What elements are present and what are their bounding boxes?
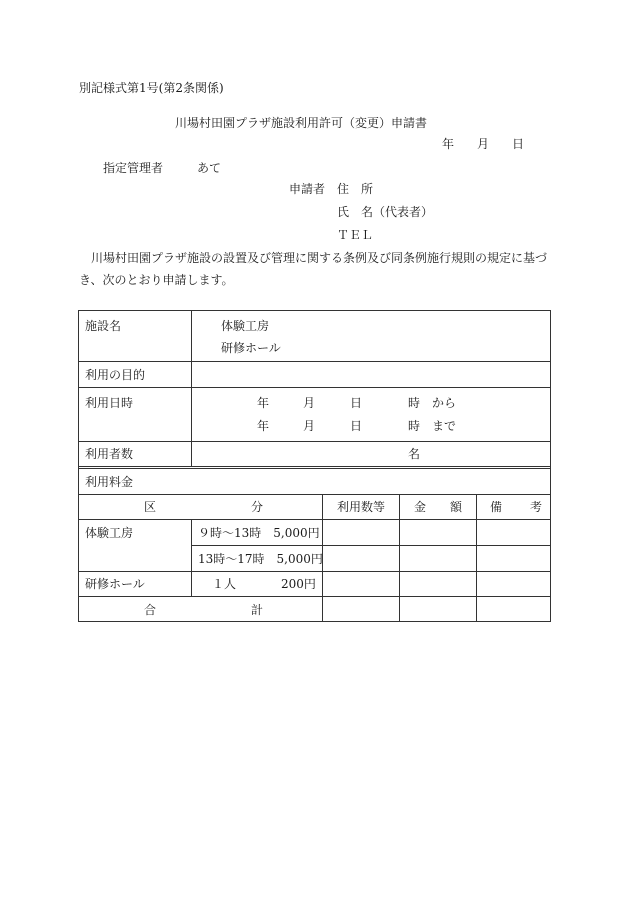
address-label: 住 所 [337,182,374,196]
facility-option-workshop[interactable]: 体験工房 [221,319,270,333]
fee-header-category-a: 区 [144,500,157,514]
fee-header-remarks-a: 備 [490,500,503,514]
fee-header-amount-a: 金 [414,500,427,514]
purpose-label: 利用の目的 [85,368,146,382]
fee-row-hall-price: 200円 [281,577,316,591]
application-form-table [78,310,551,622]
users-unit: 名 [408,447,421,461]
to-month: 月 [303,419,316,433]
to-year: 年 [257,419,270,433]
to-suffix: まで [432,419,457,433]
from-suffix: から [432,396,457,410]
name-label: 氏 名（代表者） [337,205,434,219]
addressee-suffix: あて [197,161,222,175]
applicant-label: 申請者 [289,182,326,196]
fee-header-count: 利用数等 [337,500,386,514]
facility-option-hall[interactable]: 研修ホール [221,341,281,355]
fee-row-workshop-morning: ９時～13時 5,000円 [198,526,320,540]
from-hour: 時 [408,396,421,410]
fee-label: 利用料金 [85,475,134,489]
fee-header-remarks-b: 考 [530,500,543,514]
from-year: 年 [257,396,270,410]
purpose-field[interactable] [192,362,550,387]
users-label: 利用者数 [85,447,134,461]
body-line-2: き、次のとおり申請します。 [79,273,234,287]
tel-label: ＴＥＬ [337,228,374,242]
date-day: 日 [512,137,525,151]
from-month: 月 [303,396,316,410]
fee-row-hall-unit: １人 [212,577,237,591]
from-day: 日 [350,396,363,410]
facility-label: 施設名 [85,319,122,333]
total-label-b: 計 [251,603,264,617]
fee-header-category-b: 分 [251,500,264,514]
datetime-label: 利用日時 [85,396,134,410]
fee-header-amount-b: 額 [450,500,463,514]
page-title: 川場村田園プラザ施設利用許可（変更）申請書 [175,116,428,130]
to-day: 日 [350,419,363,433]
date-month: 月 [477,137,490,151]
to-hour: 時 [408,419,421,433]
date-year: 年 [442,137,455,151]
body-line-1: 川場村田園プラザ施設の設置及び管理に関する条例及び同条例施行規則の規定に基づ [91,251,548,265]
total-label-a: 合 [144,603,157,617]
fee-row-workshop-afternoon: 13時～17時 5,000円 [198,552,323,566]
form-number: 別記様式第1号(第2条関係) [79,81,224,95]
fee-row-hall-label: 研修ホール [85,577,145,591]
addressee: 指定管理者 [103,161,164,175]
fee-row-workshop-label: 体験工房 [85,526,134,540]
